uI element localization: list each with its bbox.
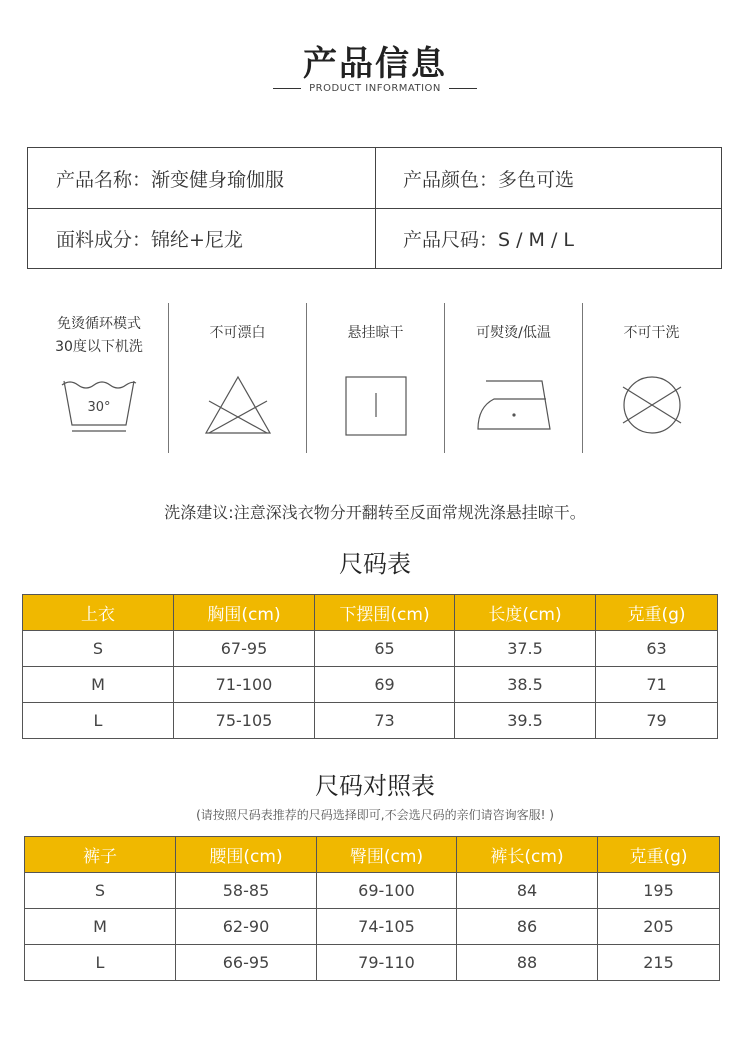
table-cell: 79 bbox=[596, 703, 718, 739]
table-cell: 75-105 bbox=[174, 703, 315, 739]
table-cell: 73 bbox=[315, 703, 455, 739]
table-cell: 84 bbox=[457, 873, 598, 909]
table-cell: 74-105 bbox=[317, 909, 457, 945]
table-cell: 67-95 bbox=[174, 631, 315, 667]
table-cell: 37.5 bbox=[455, 631, 596, 667]
table-cell: 71 bbox=[596, 667, 718, 703]
table-cell: 88 bbox=[457, 945, 598, 981]
no-bleach-icon bbox=[203, 373, 273, 437]
care-label: 可熨烫/低温 bbox=[476, 325, 551, 341]
table-cell: 58-85 bbox=[176, 873, 317, 909]
table-cell: 69 bbox=[315, 667, 455, 703]
column-header: 克重(g) bbox=[596, 595, 718, 631]
info-row bbox=[28, 148, 721, 208]
wash-temp-label: 30° bbox=[87, 400, 111, 415]
care-item-wash bbox=[30, 303, 168, 453]
care-label: 不可干洗 bbox=[623, 325, 680, 341]
table-row bbox=[23, 667, 718, 703]
table-row bbox=[23, 631, 718, 667]
table-cell: M bbox=[25, 909, 176, 945]
wash-advice: 洗涤建议:注意深浅衣物分开翻转至反面常规洗涤悬挂晾干。 bbox=[164, 503, 586, 522]
table-cell: 39.5 bbox=[455, 703, 596, 739]
no-dry-clean-icon bbox=[619, 373, 685, 437]
product-name: 产品名称：渐变健身瑜伽服 bbox=[56, 168, 285, 191]
product-color: 产品颜色：多色可选 bbox=[375, 148, 721, 208]
care-item-hang-dry bbox=[306, 303, 444, 453]
table-header-row bbox=[25, 837, 720, 873]
table-row bbox=[25, 909, 720, 945]
table-cell: S bbox=[25, 873, 176, 909]
care-label-line2: 30度以下机洗 bbox=[55, 339, 143, 355]
column-header: 上衣 bbox=[23, 595, 174, 631]
table-cell: 66-95 bbox=[176, 945, 317, 981]
table-row bbox=[25, 873, 720, 909]
care-instructions bbox=[30, 303, 720, 453]
care-label-line1: 免烫循环模式 bbox=[57, 316, 141, 332]
table-cell: 195 bbox=[598, 873, 720, 909]
column-header: 克重(g) bbox=[598, 837, 720, 873]
table-cell: 62-90 bbox=[176, 909, 317, 945]
table-cell: L bbox=[25, 945, 176, 981]
column-header: 长度(cm) bbox=[455, 595, 596, 631]
column-header: 裤子 bbox=[25, 837, 176, 873]
table-cell: 69-100 bbox=[317, 873, 457, 909]
table-header-row bbox=[23, 595, 718, 631]
table-cell: M bbox=[23, 667, 174, 703]
page-title: 产品信息 bbox=[303, 44, 447, 84]
table-cell: 215 bbox=[598, 945, 720, 981]
table-cell: 205 bbox=[598, 909, 720, 945]
table-row bbox=[25, 945, 720, 981]
hang-dry-icon bbox=[344, 373, 408, 437]
table-cell: S bbox=[23, 631, 174, 667]
size-table-title: 尺码表 bbox=[339, 550, 411, 578]
table-cell: 71-100 bbox=[174, 667, 315, 703]
care-item-no-dry-clean bbox=[582, 303, 720, 453]
column-header: 胸围(cm) bbox=[174, 595, 315, 631]
care-label: 悬挂晾干 bbox=[347, 325, 404, 341]
iron-low-icon bbox=[472, 373, 556, 433]
care-label: 不可漂白 bbox=[209, 325, 266, 341]
table-cell: L bbox=[23, 703, 174, 739]
info-row bbox=[28, 208, 721, 268]
compare-table-note: (请按照尺码表推荐的尺码选择即可,不会选尺码的亲们请咨询客服! ) bbox=[196, 808, 554, 822]
compare-table-title: 尺码对照表 bbox=[315, 772, 435, 800]
table-cell: 86 bbox=[457, 909, 598, 945]
table-cell: 79-110 bbox=[317, 945, 457, 981]
column-header: 裤长(cm) bbox=[457, 837, 598, 873]
page-subtitle: PRODUCT INFORMATION bbox=[309, 83, 441, 94]
column-header: 臀围(cm) bbox=[317, 837, 457, 873]
table-cell: 38.5 bbox=[455, 667, 596, 703]
product-fabric: 面料成分：锦纶+尼龙 bbox=[56, 229, 243, 251]
table-cell: 63 bbox=[596, 631, 718, 667]
divider-line-left bbox=[273, 88, 301, 89]
care-item-no-bleach bbox=[168, 303, 306, 453]
page-subtitle-row bbox=[0, 83, 750, 94]
product-size: 产品尺码：S / M / L bbox=[375, 209, 721, 268]
compare-table bbox=[24, 836, 720, 981]
size-table bbox=[22, 594, 718, 739]
divider-line-right bbox=[449, 88, 477, 89]
column-header: 下摆围(cm) bbox=[315, 595, 455, 631]
wash-30-icon bbox=[58, 373, 140, 439]
product-info-table bbox=[27, 147, 722, 269]
table-row bbox=[23, 703, 718, 739]
care-item-iron bbox=[444, 303, 582, 453]
table-cell: 65 bbox=[315, 631, 455, 667]
column-header: 腰围(cm) bbox=[176, 837, 317, 873]
